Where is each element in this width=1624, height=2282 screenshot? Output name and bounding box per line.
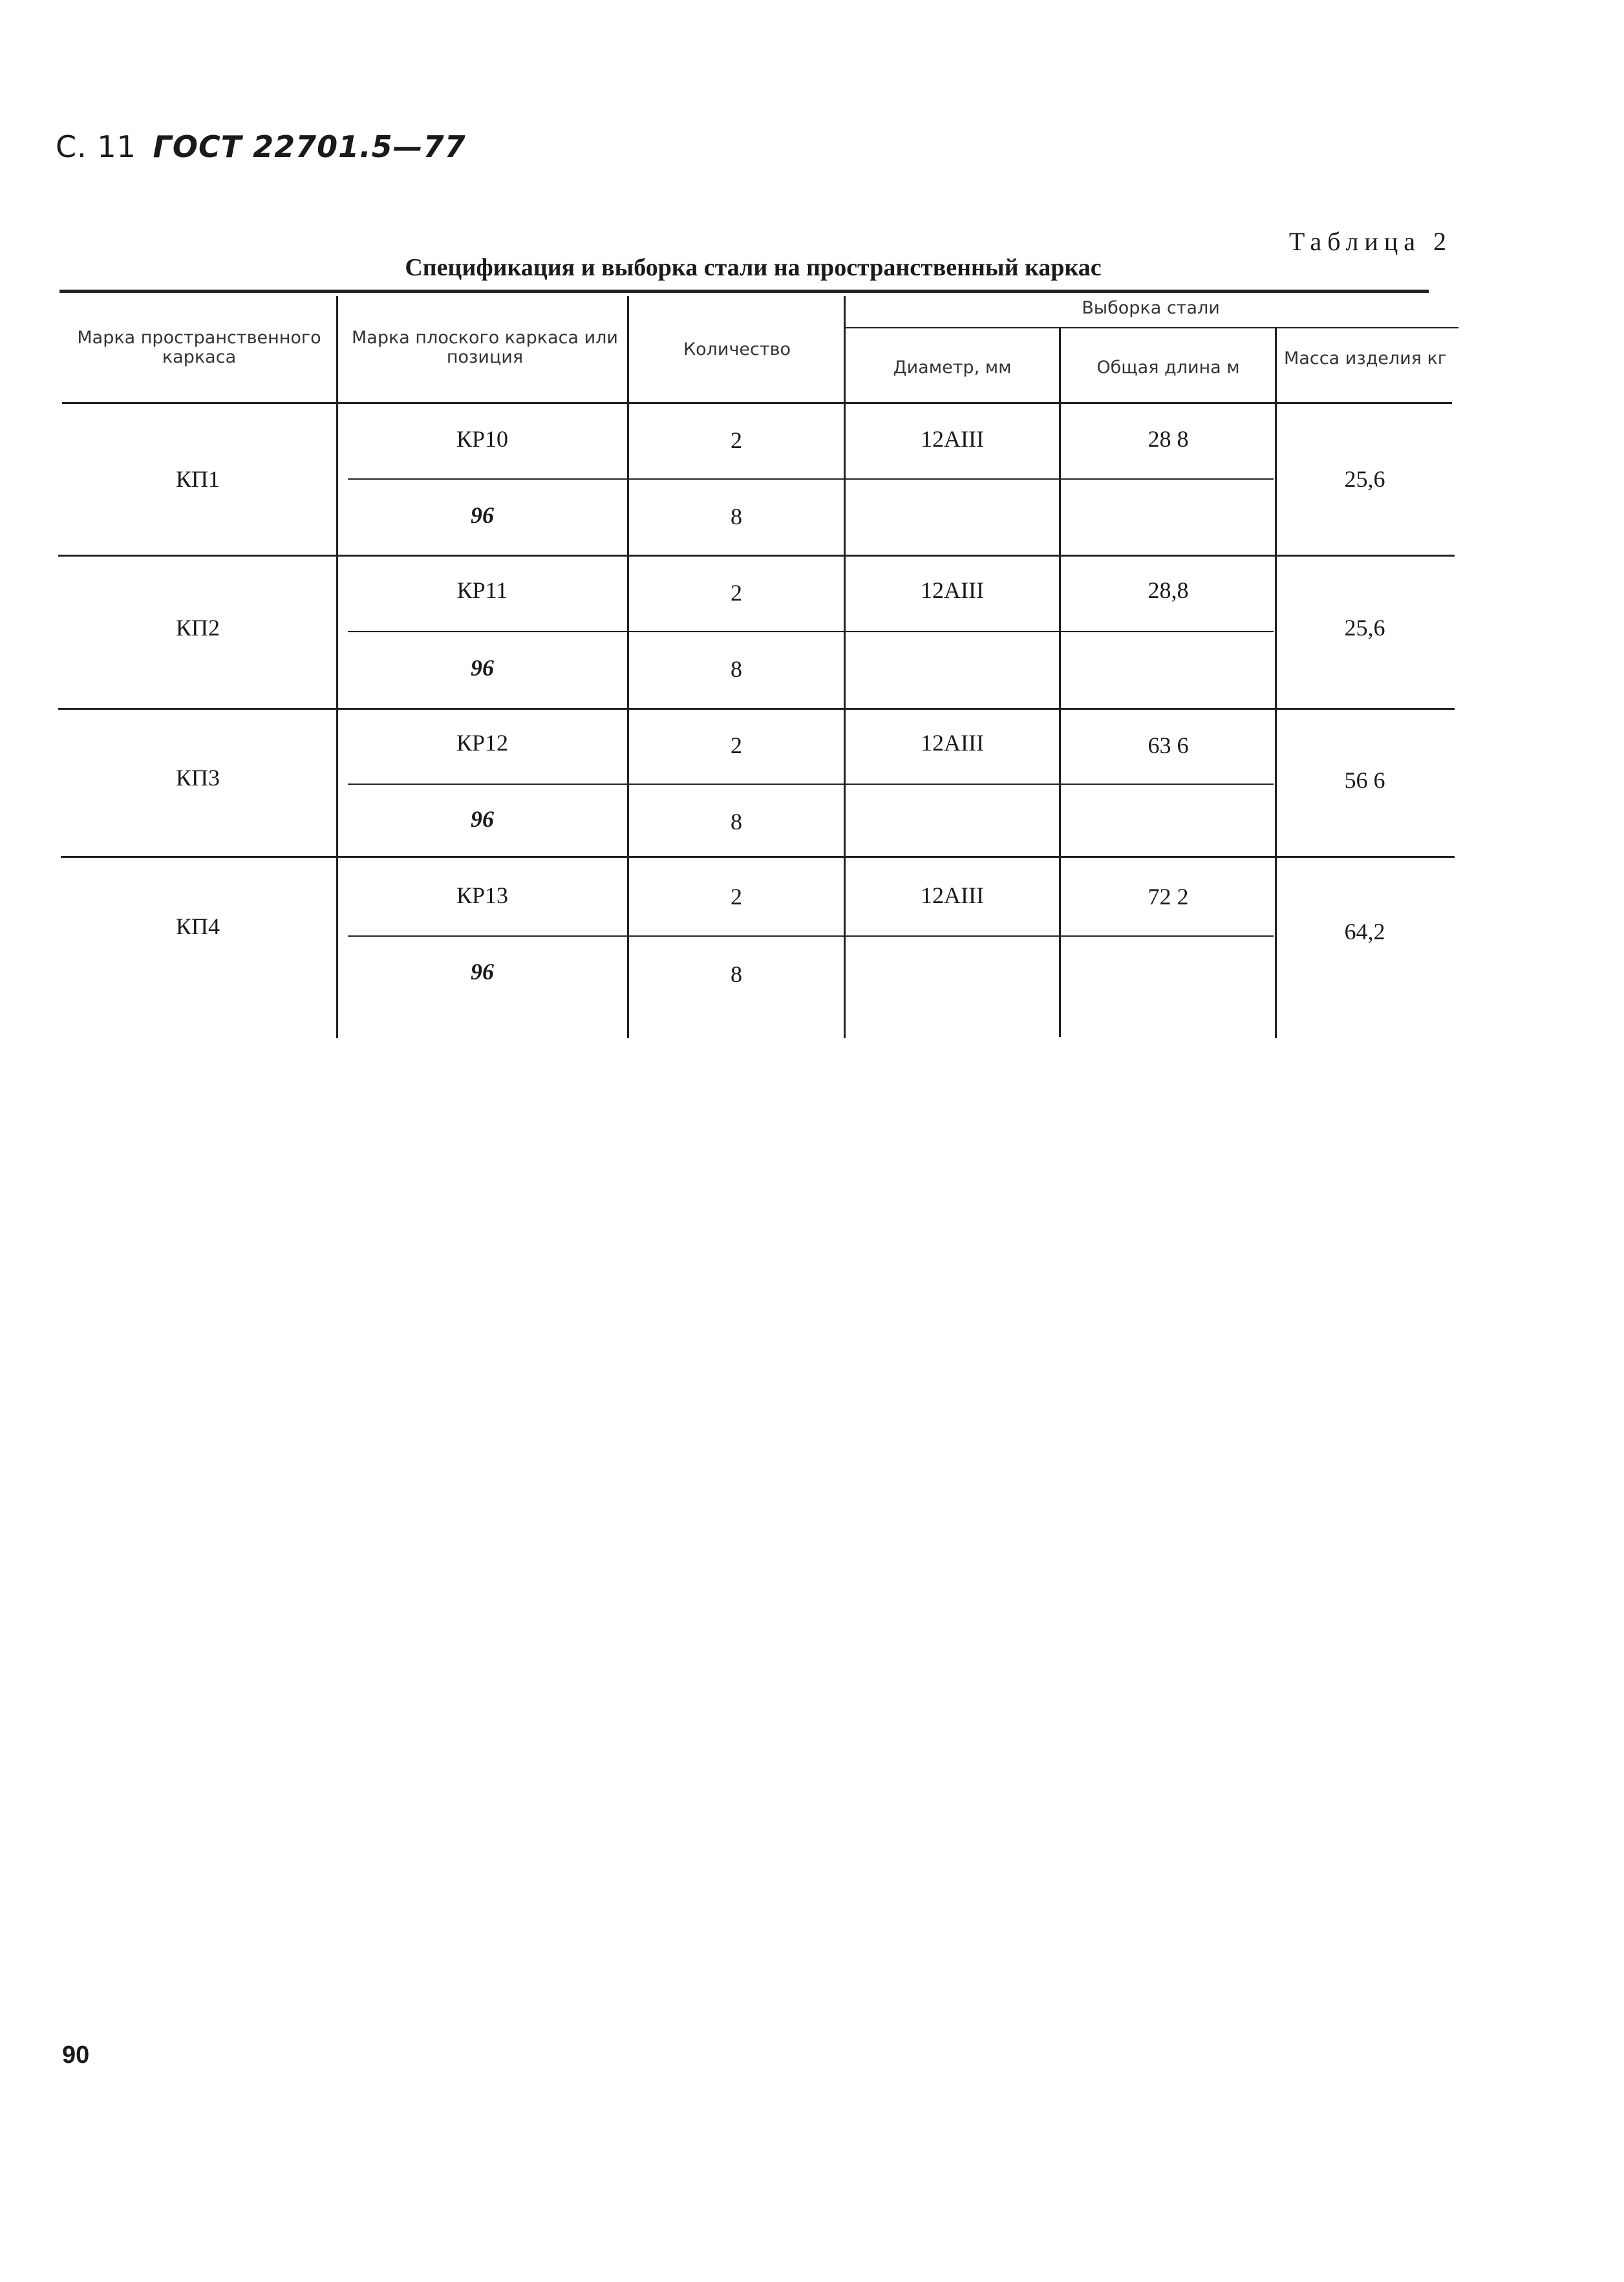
quantity: 2: [731, 580, 742, 606]
page-number: 90: [62, 2042, 90, 2069]
item-position: 96: [471, 655, 494, 681]
quantity: 8: [731, 809, 742, 835]
total-length: 28,8: [1148, 577, 1189, 603]
col-header-diameter: Диаметр, мм: [893, 357, 1012, 378]
diameter: 12АIII: [921, 426, 984, 452]
total-length: 63 6: [1148, 732, 1189, 758]
row-divider: [348, 784, 1274, 785]
frame-mark: КП2: [175, 615, 220, 641]
quantity: 2: [731, 884, 742, 910]
group-rule: [846, 327, 1458, 328]
col-rule: [1059, 328, 1061, 1037]
item-mark: КР12: [456, 730, 509, 756]
row-divider: [348, 478, 1274, 480]
table-title: Спецификация и выборка стали на пространственный каркас: [405, 254, 1102, 281]
total-length: 72 2: [1148, 884, 1189, 910]
col-rule: [1275, 328, 1277, 1038]
col-header-quantity: Количество: [683, 339, 791, 359]
total-length: 28 8: [1148, 426, 1189, 452]
row-divider: [58, 555, 1455, 557]
item-mark: КР11: [456, 577, 508, 603]
frame-mark: КП3: [175, 765, 220, 791]
item-position: 96: [471, 806, 494, 832]
quantity: 8: [731, 656, 742, 682]
col-rule: [627, 296, 629, 1038]
item-mark: КР10: [456, 426, 509, 452]
product-mass: 25,6: [1344, 615, 1385, 641]
diameter: 12АIII: [921, 882, 984, 908]
diameter: 12АIII: [921, 730, 984, 756]
product-mass: 56 6: [1344, 767, 1385, 793]
frame-mark: КП1: [175, 466, 220, 492]
item-position: 96: [471, 502, 494, 528]
col-header-mass: Масса изделия кг: [1284, 348, 1447, 368]
col-header-frame: Марка пространственного каркаса: [77, 328, 321, 367]
col-rule: [336, 296, 338, 1038]
frame-mark: КП4: [175, 913, 220, 939]
quantity: 8: [731, 961, 742, 987]
col-header-item: Марка плоского каркаса или позиция: [352, 328, 618, 367]
diameter: 12АIII: [921, 577, 984, 603]
row-divider: [348, 631, 1274, 632]
item-mark: КР13: [456, 882, 509, 908]
product-mass: 64,2: [1344, 919, 1385, 944]
page-marker: С. 11: [56, 129, 136, 164]
table-number: Таблица 2: [1288, 227, 1452, 256]
product-mass: 25,6: [1344, 466, 1385, 492]
quantity: 2: [731, 427, 742, 453]
col-rule: [844, 296, 846, 1038]
standard-code: ГОСТ 22701.5—77: [153, 129, 466, 164]
header-bottom-rule: [62, 402, 1452, 404]
col-header-steel-group: Выборка стали: [1082, 298, 1220, 318]
table-top-rule: [59, 290, 1429, 293]
quantity: 2: [731, 732, 742, 758]
item-position: 96: [471, 959, 494, 985]
quantity: 8: [731, 504, 742, 529]
row-divider: [348, 935, 1274, 937]
row-divider: [61, 856, 1455, 858]
row-divider: [58, 708, 1455, 710]
col-header-length: Общая длина м: [1096, 357, 1240, 378]
